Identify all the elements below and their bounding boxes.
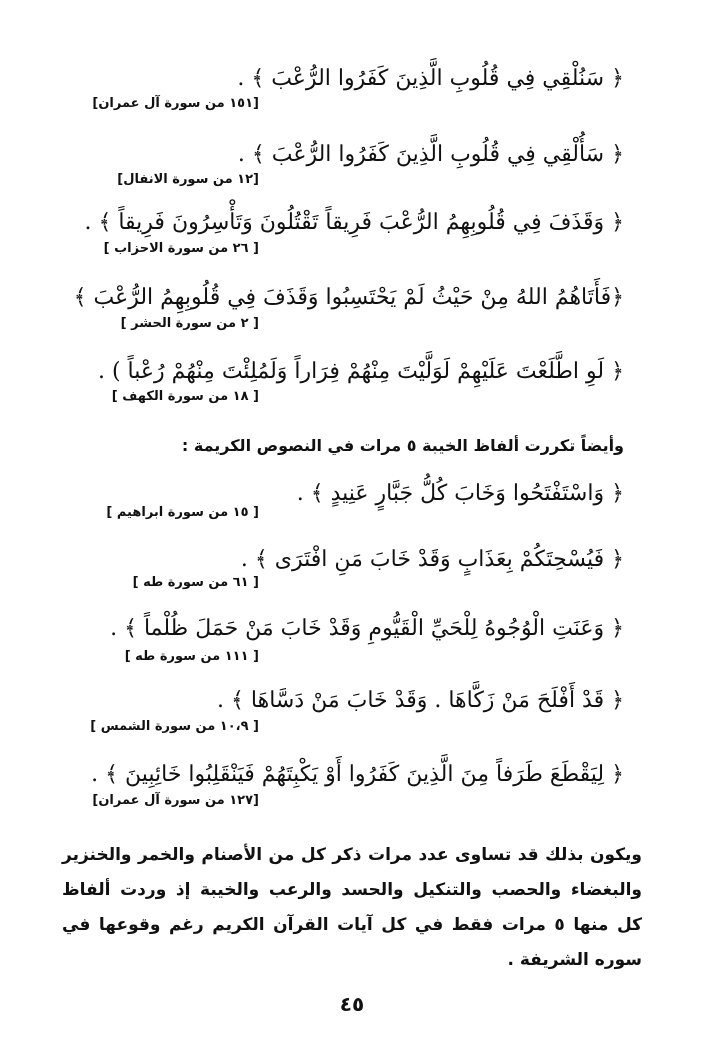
verse-reference-2: [١٢ من سورة الانفال] (117, 172, 259, 187)
concluding-paragraph: ويكون بذلك قد تساوى عدد مرات ذكر كل من الأصنام والخمر والخنزير والبغضاء والحصب والتنكيل والحسد والرعب والخيبة إذ وردت ألفاظ كل منها ٥ مرات فقط في كل آيات القرآن الكريم رغم وقوعها في سوره الشريفة . (62, 845, 643, 970)
section-intro: وأيضاً تكررت ألفاظ الخيبة ٥ مرات في النصوص الكريمة : (181, 436, 624, 455)
verse-reference-4: [ ٢ من سورة الحشر ] (120, 316, 259, 331)
verse-6: ﴿ وَاسْتَفْتَحُوا وَخَابَ كُلُّ جَبَّارٍ عَنِيدٍ ﴾ . (296, 481, 624, 506)
verse-reference-10: [١٢٧ من سورة آل عمران] (92, 793, 259, 808)
verse-3: ﴿ وَقَذَفَ فِي قُلُوبِهِمُ الرُّعْبَ فَرِيقاً تَقْتُلُونَ وَتَأْسِرُونَ فَرِيقاً ﴾ . (84, 210, 624, 235)
verse-9: ﴿ قَدْ أَفْلَحَ مَنْ زَكَّاهَا . وَقَدْ خَابَ مَنْ دَسَّاهَا ﴾ . (217, 688, 624, 713)
verse-reference-7: [ ٦١ من سورة طه ] (132, 575, 259, 590)
verse-5: ﴿ لَوِ اطَّلَعْتَ عَلَيْهِمْ لَوَلَّيْتَ مِنْهُمْ فِرَاراً وَلَمُلِئْتَ مِنْهُمْ رُعْباً ) . (97, 359, 624, 384)
verse-10: ﴿ لِيَقْطَعَ طَرَفاً مِنَ الَّذِينَ كَفَرُوا أَوْ يَكْبِتَهُمْ فَيَنْقَلِبُوا خَائِبِينَ ﴾ . (91, 762, 624, 787)
verse-reference-6: [ ١٥ من سورة ابراهيم ] (106, 505, 259, 520)
page-number: ٤٥ (339, 992, 365, 1016)
verse-reference-8: [ ١١١ من سورة طه ] (124, 649, 259, 664)
verse-7: ﴿ فَيُسْحِتَكُمْ بِعَذَابٍ وَقَدْ خَابَ مَنِ افْتَرَى ﴾ . (240, 547, 624, 572)
verse-reference-5: [ ١٨ من سورة الكهف ] (111, 389, 259, 404)
verse-8: ﴿ وَعَنَتِ الْوُجُوهُ لِلْحَيِّ الْقَيُّومِ وَقَدْ خَابَ مَنْ حَمَلَ ظُلْماً ﴾ . (110, 616, 624, 641)
verse-reference-1: [١٥١ من سورة آل عمران] (92, 96, 259, 111)
verse-reference-3: [ ٢٦ من سورة الاحزاب ] (103, 241, 259, 256)
verse-4: ﴿فَأَتَاهُمُ اللهُ مِنْ حَيْثُ لَمْ يَحْتَسِبُوا وَقَذَفَ فِي قُلُوبِهِمُ الرُّعْبَ ﴾ (73, 285, 624, 310)
verse-reference-9: [ ١٠،٩ من سورة الشمس ] (90, 719, 259, 734)
verse-1: ﴿ سَنُلْقِي فِي قُلُوبِ الَّذِينَ كَفَرُوا الرُّعْبَ ﴾ . (237, 66, 624, 91)
verse-2: ﴿ سَأُلْقِي فِي قُلُوبِ الَّذِينَ كَفَرُوا الرُّعْبَ ﴾ . (237, 142, 624, 167)
